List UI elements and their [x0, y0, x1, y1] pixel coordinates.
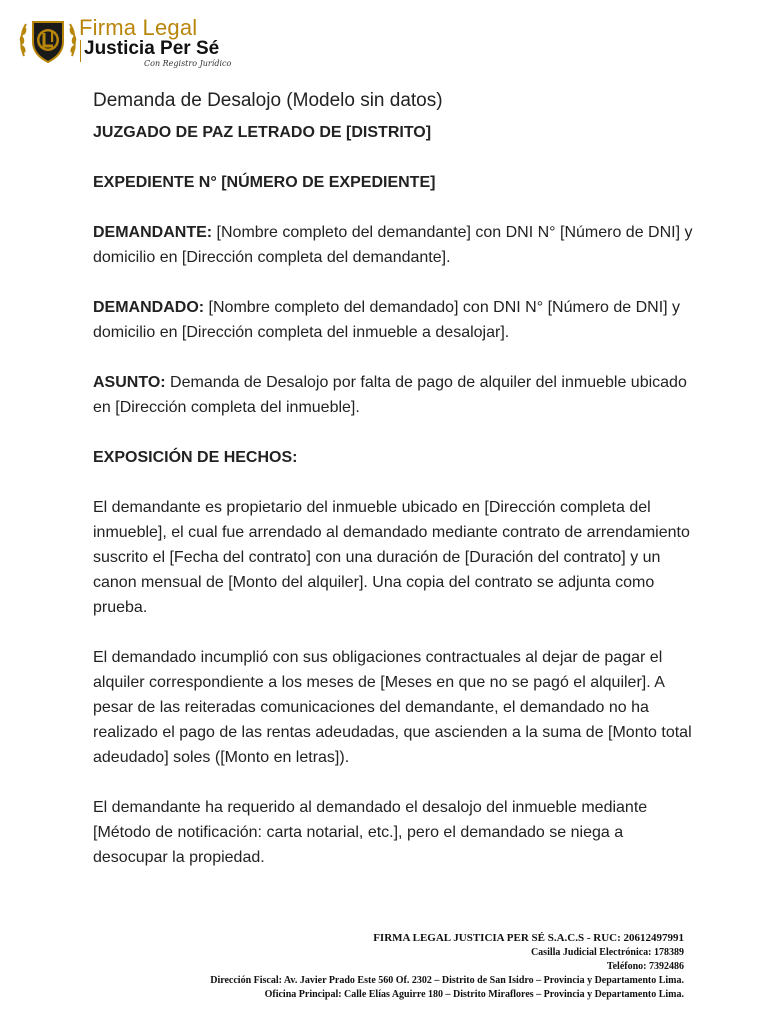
demandante-text: [Nombre completo del demandante] con DNI N° [Número de DNI] y domicilio en [Dirección completa del demandante].	[93, 224, 693, 266]
letterhead	[18, 12, 248, 78]
footer-telefono: Teléfono: 7392486	[606, 961, 684, 972]
brand-divider	[80, 40, 81, 62]
court-heading: JUZGADO DE PAZ LETRADO DE [DISTRITO]	[93, 124, 432, 141]
demandante-paragraph	[93, 220, 693, 270]
asunto-text: Demanda de Desalojo por falta de pago de alquiler del inmueble ubicado en [Dirección completa del inmueble].	[93, 374, 687, 416]
footer-oficina-principal: Oficina Principal: Calle Elías Aguirre 180 – Distrito Miraflores – Provincia y Departamento Lima.	[264, 989, 684, 1000]
letterhead-footer	[210, 931, 684, 1002]
demandado-paragraph	[93, 295, 693, 345]
brand-name-line2: Justicia Per Sé	[84, 38, 220, 59]
asunto-label: ASUNTO:	[93, 374, 166, 391]
hechos-paragraph-1: El demandante es propietario del inmueble ubicado en [Dirección completa del inmueble], el cual fue arrendado al demandado mediante contrato de arrendamiento suscrito el [Fecha del contrato] con una duración de [Duración del contrato] y un canon mensual de [Monto del alquiler]. Una copia del contrato se adjunta como prueba.	[93, 499, 690, 616]
brand-name-line1: Firma Legal	[79, 15, 198, 40]
demandante-label: DEMANDANTE:	[93, 224, 213, 241]
brand-tagline: Con Registro Jurídico	[144, 59, 232, 68]
footer-casilla: Casilla Judicial Electrónica: 178389	[530, 947, 684, 958]
demandado-label: DEMANDADO:	[93, 299, 205, 316]
footer-company: FIRMA LEGAL JUSTICIA PER SÉ S.A.C.S - RUC: 20612497991	[373, 932, 684, 944]
hechos-heading: EXPOSICIÓN DE HECHOS:	[93, 449, 298, 466]
hechos-paragraph-3: El demandante ha requerido al demandado el desalojo del inmueble mediante [Método de notificación: carta notarial, etc.], pero el demandado se niega a desocupar la propiedad.	[93, 799, 648, 866]
demandado-text: [Nombre completo del demandado] con DNI N° [Número de DNI] y domicilio en [Dirección completa del inmueble a desalojar].	[93, 299, 681, 341]
document-body	[93, 88, 693, 895]
hechos-paragraph-2: El demandado incumplió con sus obligaciones contractuales al dejar de pagar el alquiler correspondiente a los meses de [Meses en que no se pagó el alquiler]. A pesar de las reiteradas comunicaciones del demandante, el demandado no ha realizado el pago de las rentas adeudadas, que ascienden a la suma de [Monto total adeudado] soles ([Monto en letras]).	[93, 649, 692, 766]
asunto-paragraph	[93, 370, 693, 420]
expediente-heading: EXPEDIENTE N° [NÚMERO DE EXPEDIENTE]	[93, 174, 436, 191]
law-firm-shield-icon	[18, 16, 78, 64]
document-title: Demanda de Desalojo (Modelo sin datos)	[93, 90, 443, 111]
footer-direccion-fiscal: Dirección Fiscal: Av. Javier Prado Este 560 Of. 2302 – Distrito de San Isidro – Provincia y Departamento Lima.	[210, 975, 684, 986]
